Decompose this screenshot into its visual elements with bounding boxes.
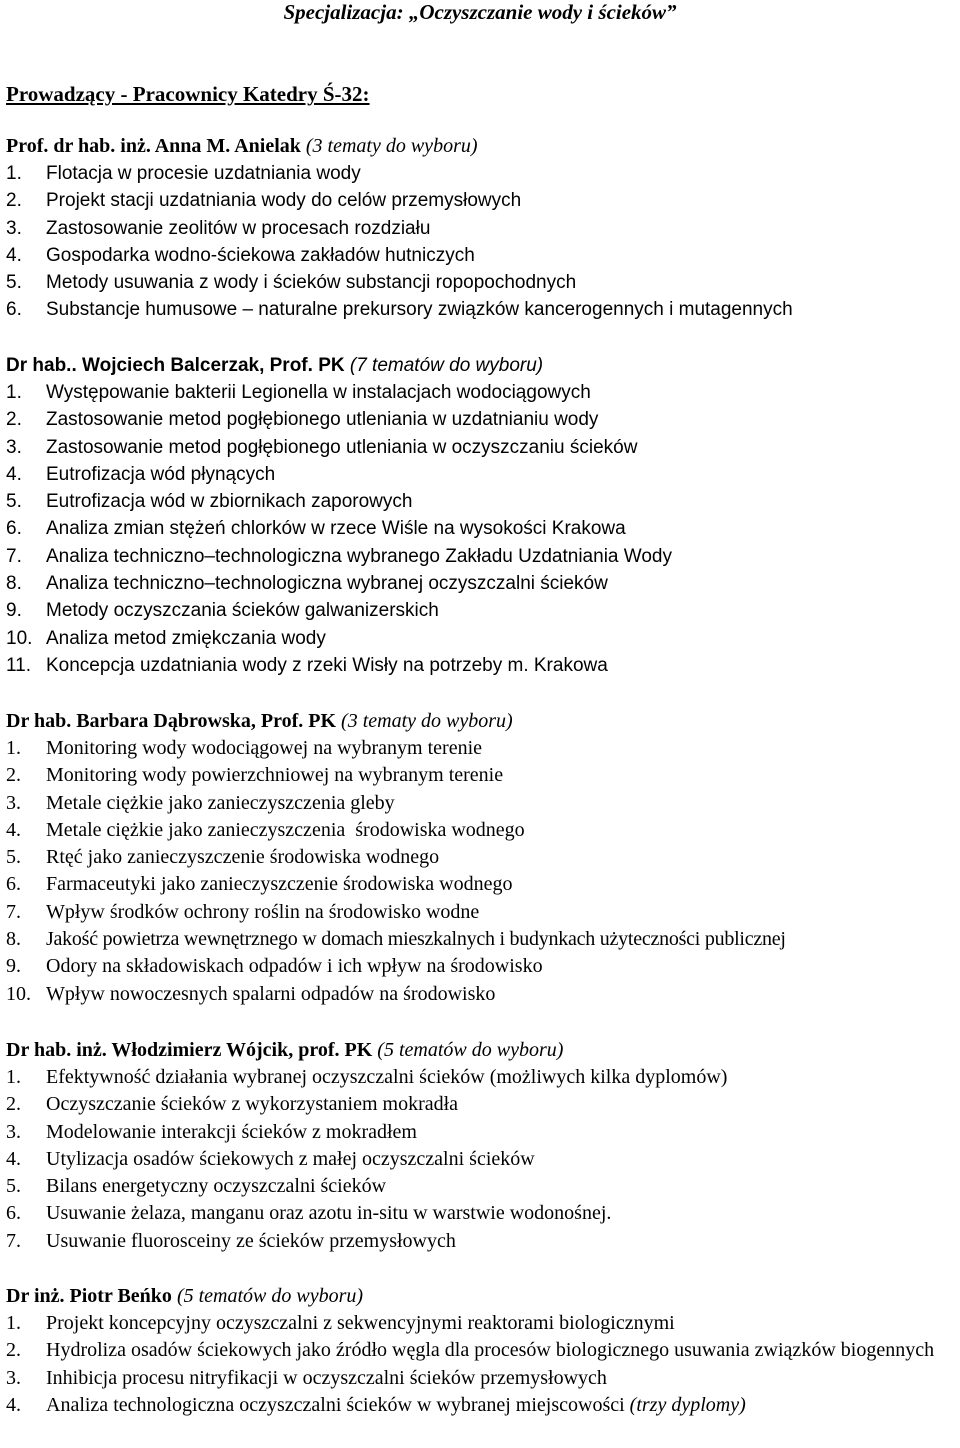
list-item: 7. Analiza techniczno–technologiczna wybranego Zakładu Uzdatniania Wody [6,543,958,570]
topic-text: Modelowanie interakcji ścieków z mokradłem [46,1120,417,1143]
list-item: 9. Metody oczyszczania ścieków galwanizerskich [6,597,958,624]
supervisor-line [6,1283,958,1310]
list-item: 8. Jakość powietrza wewnętrznego w domach mieszkalnych i budynkach użyteczności publicznej [6,926,958,953]
topic-list [6,735,958,1008]
topic-text: Bilans energetyczny oczyszczalni ścieków [46,1175,387,1198]
topic-text: Rtęć jako zanieczyszczenie środowiska wodnego [46,846,440,869]
topic-text: Inhibicja procesu nitryfikacji w oczyszczalni ścieków przemysłowych [46,1366,607,1389]
topic-text: Gospodarka wodno-ściekowa zakładów hutniczych [46,244,475,266]
list-item: 5. Rtęć jako zanieczyszczenie środowiska wodnego [6,844,958,871]
list-item: 1. Efektywność działania wybranej oczyszczalni ścieków (możliwych kilka dyplomów) [6,1064,958,1091]
topic-count-note: (3 tematy do wyboru) [300,135,478,157]
topic-text: Zastosowanie metod pogłębionego utleniania w uzdatnianiu wody [46,409,599,431]
topic-text: Utylizacja osadów ściekowych z małej oczyszczalni ścieków [46,1147,535,1170]
topic-text: Analiza techniczno–technologiczna wybranej oczyszczalni ścieków [46,573,608,595]
topic-text: Usuwanie fluorosceiny ze ścieków przemysłowych [46,1229,456,1252]
topic-text: Oczyszczanie ścieków z wykorzystaniem mokradła [46,1093,459,1116]
list-item: 1. Występowanie bakterii Legionella w instalacjach wodociągowych [6,379,958,406]
supervisor-name: Dr inż. Piotr Beńko [6,1285,172,1307]
supervisor-line [6,352,958,379]
list-item: 2. Oczyszczanie ścieków z wykorzystaniem mokradła [6,1091,958,1118]
diploma-count-note: (trzy dyplomy) [624,1393,746,1416]
supervisor-section-dabrowska [6,708,958,1008]
list-item: 1. Monitoring wody wodociągowej na wybranym terenie [6,735,958,762]
topic-text [46,1392,958,1419]
list-item: 2. Projekt stacji uzdatniania wody do celów przemysłowych [6,187,958,214]
topic-text: Wpływ nowoczesnych spalarni odpadów na środowisko [46,982,496,1005]
page-title: Specjalizacja: „Oczyszczanie wody i ścieków” [283,0,677,24]
topic-count-note: (5 tematów do wyboru) [171,1285,364,1307]
list-item: 10. Wpływ nowoczesnych spalarni odpadów na środowisko [6,981,958,1008]
list-item: 3. Inhibicja procesu nitryfikacji w oczyszczalni ścieków przemysłowych [6,1365,958,1392]
topic-count-note: (3 tematy do wyboru) [336,710,513,732]
topic-text: Metody oczyszczania ścieków galwanizerskich [46,600,439,622]
topic-text: Jakość powietrza wewnętrznego w domach mieszkalnych i budynkach użyteczności publicznej [46,928,786,951]
supervisor-section-balcerzak [6,352,958,679]
staff-heading: Prowadzący - Pracownicy Katedry Ś-32: [6,82,370,106]
topic-text: Analiza techniczno–technologiczna wybranego Zakładu Uzdatniania Wody [46,545,672,567]
topic-text: Usuwanie żelaza, manganu oraz azotu in-situ w warstwie wodonośnej. [46,1202,612,1225]
list-item: 4. Eutrofizacja wód płynących [6,461,958,488]
list-item: 5. Metody usuwania z wody i ścieków substancji ropopochodnych [6,269,958,296]
topic-text: Wpływ środków ochrony roślin na środowisko wodne [46,900,480,923]
list-item: 2. Hydroliza osadów ściekowych jako źródło węgla dla procesów biologicznego usuwania związków biogennych [6,1337,958,1364]
list-item: 5. Eutrofizacja wód w zbiornikach zaporowych [6,488,958,515]
topic-text: Substancje humusowe – naturalne prekursory związków kancerogennych i mutagennych [46,299,793,321]
supervisor-line [6,708,958,735]
supervisor-section-benko [6,1283,958,1419]
supervisor-name: Dr hab. inż. Włodzimierz Wójcik, prof. PK [6,1039,373,1061]
list-item: 7. Usuwanie fluorosceiny ze ścieków przemysłowych [6,1228,958,1255]
list-item: 6. Usuwanie żelaza, manganu oraz azotu in-situ w warstwie wodonośnej. [6,1200,958,1227]
topic-text: Metody usuwania z wody i ścieków substancji ropopochodnych [46,272,577,294]
list-item: 7. Wpływ środków ochrony roślin na środowisko wodne [6,899,958,926]
topic-text: Koncepcja uzdatniania wody z rzeki Wisły na potrzeby m. Krakowa [46,654,608,676]
topic-text: Hydroliza osadów ściekowych jako źródło węgla dla procesów biologicznego usuwania związków biogennych [46,1339,935,1362]
supervisor-section-wojcik [6,1037,958,1255]
list-item: 3. Zastosowanie zeolitów w procesach rozdziału [6,215,958,242]
list-item: 2. Monitoring wody powierzchniowej na wybranym terenie [6,762,958,789]
list-item: 3. Modelowanie interakcji ścieków z mokradłem [6,1119,958,1146]
topic-text: Flotacja w procesie uzdatniania wody [46,163,361,184]
topic-list [6,160,958,324]
list-item: 10. Analiza metod zmiękczania wody [6,625,958,652]
list-item: 4. Metale ciężkie jako zanieczyszczenia środowiska wodnego [6,817,958,844]
topic-text: Efektywność działania wybranej oczyszczalni ścieków (możliwych kilka dyplomów) [46,1066,728,1088]
supervisor-line [6,133,958,160]
supervisor-name: Prof. dr hab. inż. Anna M. Anielak [6,135,301,157]
topic-count-note: (7 tematów do wyboru) [344,355,544,376]
topic-text: Analiza metod zmiękczania wody [46,627,326,649]
topic-count-note: (5 tematów do wyboru) [372,1039,564,1061]
list-item: 6. Farmaceutyki jako zanieczyszczenie środowiska wodnego [6,871,958,898]
topic-text: Zastosowanie metod pogłębionego utleniania w oczyszczaniu ścieków [46,436,638,458]
list-item: 1. Projekt koncepcyjny oczyszczalni z sekwencyjnymi reaktorami biologicznymi [6,1310,958,1337]
topic-text: Eutrofizacja wód płynących [46,463,276,485]
topic-text: Monitoring wody powierzchniowej na wybranym terenie [46,764,504,787]
topic-text: Projekt stacji uzdatniania wody do celów przemysłowych [46,190,522,212]
supervisor-section-anielak [6,133,958,324]
supervisor-line [6,1037,958,1064]
topic-text-main: Analiza technologiczna oczyszczalni ścieków w wybranej miejscowości [46,1393,625,1416]
list-item: 5. Bilans energetyczny oczyszczalni ścieków [6,1173,958,1200]
list-item: 9. Odory na składowiskach odpadów i ich wpływ na środowisko [6,953,958,980]
topic-list [6,1064,958,1255]
topic-text: Projekt koncepcyjny oczyszczalni z sekwencyjnymi reaktorami biologicznymi [46,1312,675,1334]
list-item: 8. Analiza techniczno–technologiczna wybranej oczyszczalni ścieków [6,570,958,597]
supervisor-name: Dr hab. Barbara Dąbrowska, Prof. PK [6,710,337,732]
list-item: 6. Analiza zmian stężeń chlorków w rzece Wiśle na wysokości Krakowa [6,515,958,542]
topic-text: Eutrofizacja wód w zbiornikach zaporowych [46,491,413,513]
topic-text: Metale ciężkie jako zanieczyszczenia środowiska wodnego [46,818,525,841]
list-item: 4. Gospodarka wodno-ściekowa zakładów hutniczych [6,242,958,269]
list-item: 3. Zastosowanie metod pogłębionego utleniania w oczyszczaniu ścieków [6,434,958,461]
list-item: 3. Metale ciężkie jako zanieczyszczenia gleby [6,790,958,817]
supervisor-name: Dr hab.. Wojciech Balcerzak, Prof. PK [6,355,345,376]
topic-list [6,1310,958,1419]
list-item: 4. Analiza technologiczna oczyszczalni ścieków w wybranej miejscowości (trzy dyplomy) [6,1392,958,1419]
list-item: 11. Koncepcja uzdatniania wody z rzeki Wisły na potrzeby m. Krakowa [6,652,958,679]
topic-text: Występowanie bakterii Legionella w instalacjach wodociągowych [46,382,591,403]
topic-text: Odory na składowiskach odpadów i ich wpływ na środowisko [46,955,543,978]
list-item: 6. Substancje humusowe – naturalne prekursory związków kancerogennych i mutagennych [6,296,958,323]
topic-text: Metale ciężkie jako zanieczyszczenia gleby [46,791,395,814]
topic-text: Monitoring wody wodociągowej na wybranym terenie [46,737,483,759]
list-item: 4. Utylizacja osadów ściekowych z małej oczyszczalni ścieków [6,1146,958,1173]
list-item: 2. Zastosowanie metod pogłębionego utleniania w uzdatnianiu wody [6,406,958,433]
topic-text: Farmaceutyki jako zanieczyszczenie środowiska wodnego [46,873,513,896]
topic-text: Analiza zmian stężeń chlorków w rzece Wiśle na wysokości Krakowa [46,518,626,540]
topic-list [6,379,958,679]
topic-text: Zastosowanie zeolitów w procesach rozdziału [46,217,431,239]
list-item: 1. Flotacja w procesie uzdatniania wody [6,160,958,187]
